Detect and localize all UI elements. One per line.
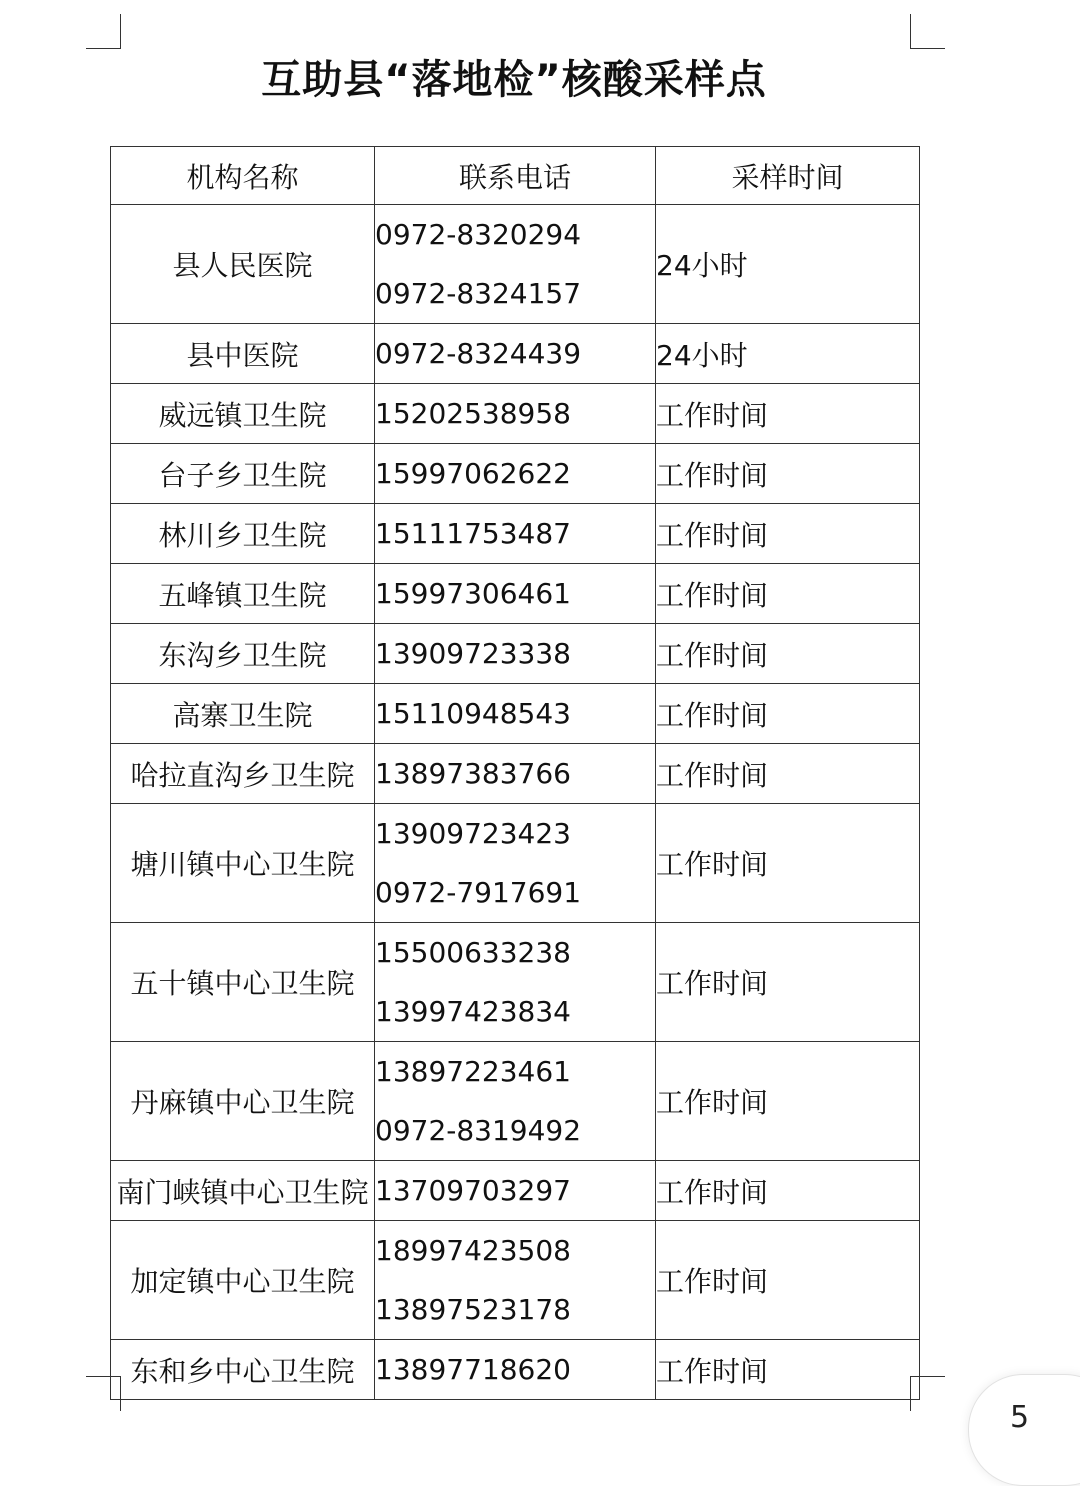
contact-phone-cell — [375, 384, 656, 444]
contact-phone-cell — [375, 205, 656, 324]
sampling-time-cell: 工作时间 — [656, 684, 920, 744]
phone-number: 0972-8324439 — [375, 337, 582, 370]
contact-phone-cell — [375, 1221, 656, 1340]
contact-phone-cell — [375, 504, 656, 564]
table-row — [111, 324, 920, 384]
table-row — [111, 624, 920, 684]
phone-number: 13909723338 — [375, 637, 571, 670]
contact-phone-cell — [375, 564, 656, 624]
phone-number: 13897718620 — [375, 1353, 571, 1386]
sampling-time-cell: 工作时间 — [656, 444, 920, 504]
phone-number: 15997306461 — [375, 577, 571, 610]
phone-number: 13897223461 — [375, 1055, 571, 1088]
contact-phone-cell — [375, 1161, 656, 1221]
phone-number: 0972-8324157 — [375, 277, 582, 310]
table-row — [111, 1221, 920, 1340]
institution-name-cell: 县中医院 — [111, 324, 375, 384]
sampling-time-cell: 工作时间 — [656, 923, 920, 1042]
phone-number: 13997423834 — [375, 995, 571, 1028]
table-row — [111, 923, 920, 1042]
table-row — [111, 205, 920, 324]
institution-name-cell: 县人民医院 — [111, 205, 375, 324]
sampling-time-cell: 工作时间 — [656, 564, 920, 624]
table-body — [111, 147, 920, 1400]
institution-name-cell: 威远镇卫生院 — [111, 384, 375, 444]
institution-name-cell: 台子乡卫生院 — [111, 444, 375, 504]
header-contact-phone: 联系电话 — [375, 147, 656, 205]
sampling-time-cell: 24小时 — [656, 324, 920, 384]
phone-number: 15500633238 — [375, 936, 571, 969]
sampling-sites-table — [110, 146, 920, 1400]
contact-phone-cell — [375, 804, 656, 923]
table-row — [111, 744, 920, 804]
phone-number: 13909723423 — [375, 817, 571, 850]
contact-phone-cell — [375, 684, 656, 744]
institution-name-cell: 五峰镇卫生院 — [111, 564, 375, 624]
page-number: 5 — [1010, 1400, 1030, 1435]
table-row — [111, 684, 920, 744]
phone-number: 0972-7917691 — [375, 876, 582, 909]
institution-name-cell: 塘川镇中心卫生院 — [111, 804, 375, 923]
contact-phone-cell — [375, 744, 656, 804]
phone-number: 15997062622 — [375, 457, 571, 490]
phone-number: 15110948543 — [375, 697, 571, 730]
institution-name-cell: 东和乡中心卫生院 — [111, 1340, 375, 1400]
phone-number: 13897383766 — [375, 757, 571, 790]
institution-name-cell: 五十镇中心卫生院 — [111, 923, 375, 1042]
contact-phone-cell — [375, 923, 656, 1042]
institution-name-cell: 哈拉直沟乡卫生院 — [111, 744, 375, 804]
sampling-time-cell: 工作时间 — [656, 1161, 920, 1221]
contact-phone-cell — [375, 624, 656, 684]
sampling-time-cell: 工作时间 — [656, 804, 920, 923]
phone-number: 13897523178 — [375, 1293, 571, 1326]
sampling-time-cell: 工作时间 — [656, 1221, 920, 1340]
table-row — [111, 564, 920, 624]
contact-phone-cell — [375, 1042, 656, 1161]
institution-name-cell: 丹麻镇中心卫生院 — [111, 1042, 375, 1161]
table-header-row — [111, 147, 920, 205]
phone-number: 18997423508 — [375, 1234, 571, 1267]
header-institution-name: 机构名称 — [111, 147, 375, 205]
table-row — [111, 444, 920, 504]
contact-phone-cell — [375, 1340, 656, 1400]
table-row — [111, 1042, 920, 1161]
sampling-time-cell: 工作时间 — [656, 384, 920, 444]
sampling-time-cell: 工作时间 — [656, 1340, 920, 1400]
phone-number: 15111753487 — [375, 517, 571, 550]
crop-mark-top-right — [910, 14, 945, 49]
institution-name-cell: 高寨卫生院 — [111, 684, 375, 744]
contact-phone-cell — [375, 324, 656, 384]
contact-phone-cell — [375, 444, 656, 504]
phone-number: 15202538958 — [375, 397, 571, 430]
table-row — [111, 384, 920, 444]
sampling-time-cell: 24小时 — [656, 205, 920, 324]
table-row — [111, 1161, 920, 1221]
sampling-time-cell: 工作时间 — [656, 624, 920, 684]
table-row — [111, 1340, 920, 1400]
phone-number: 13709703297 — [375, 1174, 571, 1207]
crop-mark-top-left — [86, 14, 121, 49]
table-row — [111, 804, 920, 923]
institution-name-cell: 林川乡卫生院 — [111, 504, 375, 564]
sampling-time-cell: 工作时间 — [656, 1042, 920, 1161]
phone-number: 0972-8320294 — [375, 218, 582, 251]
institution-name-cell: 东沟乡卫生院 — [111, 624, 375, 684]
sampling-time-cell: 工作时间 — [656, 504, 920, 564]
header-sampling-time: 采样时间 — [656, 147, 920, 205]
institution-name-cell: 加定镇中心卫生院 — [111, 1221, 375, 1340]
table-row — [111, 504, 920, 564]
page-title: 互助县“落地检”核酸采样点 — [261, 57, 767, 103]
sampling-time-cell: 工作时间 — [656, 744, 920, 804]
institution-name-cell: 南门峡镇中心卫生院 — [111, 1161, 375, 1221]
phone-number: 0972-8319492 — [375, 1114, 582, 1147]
